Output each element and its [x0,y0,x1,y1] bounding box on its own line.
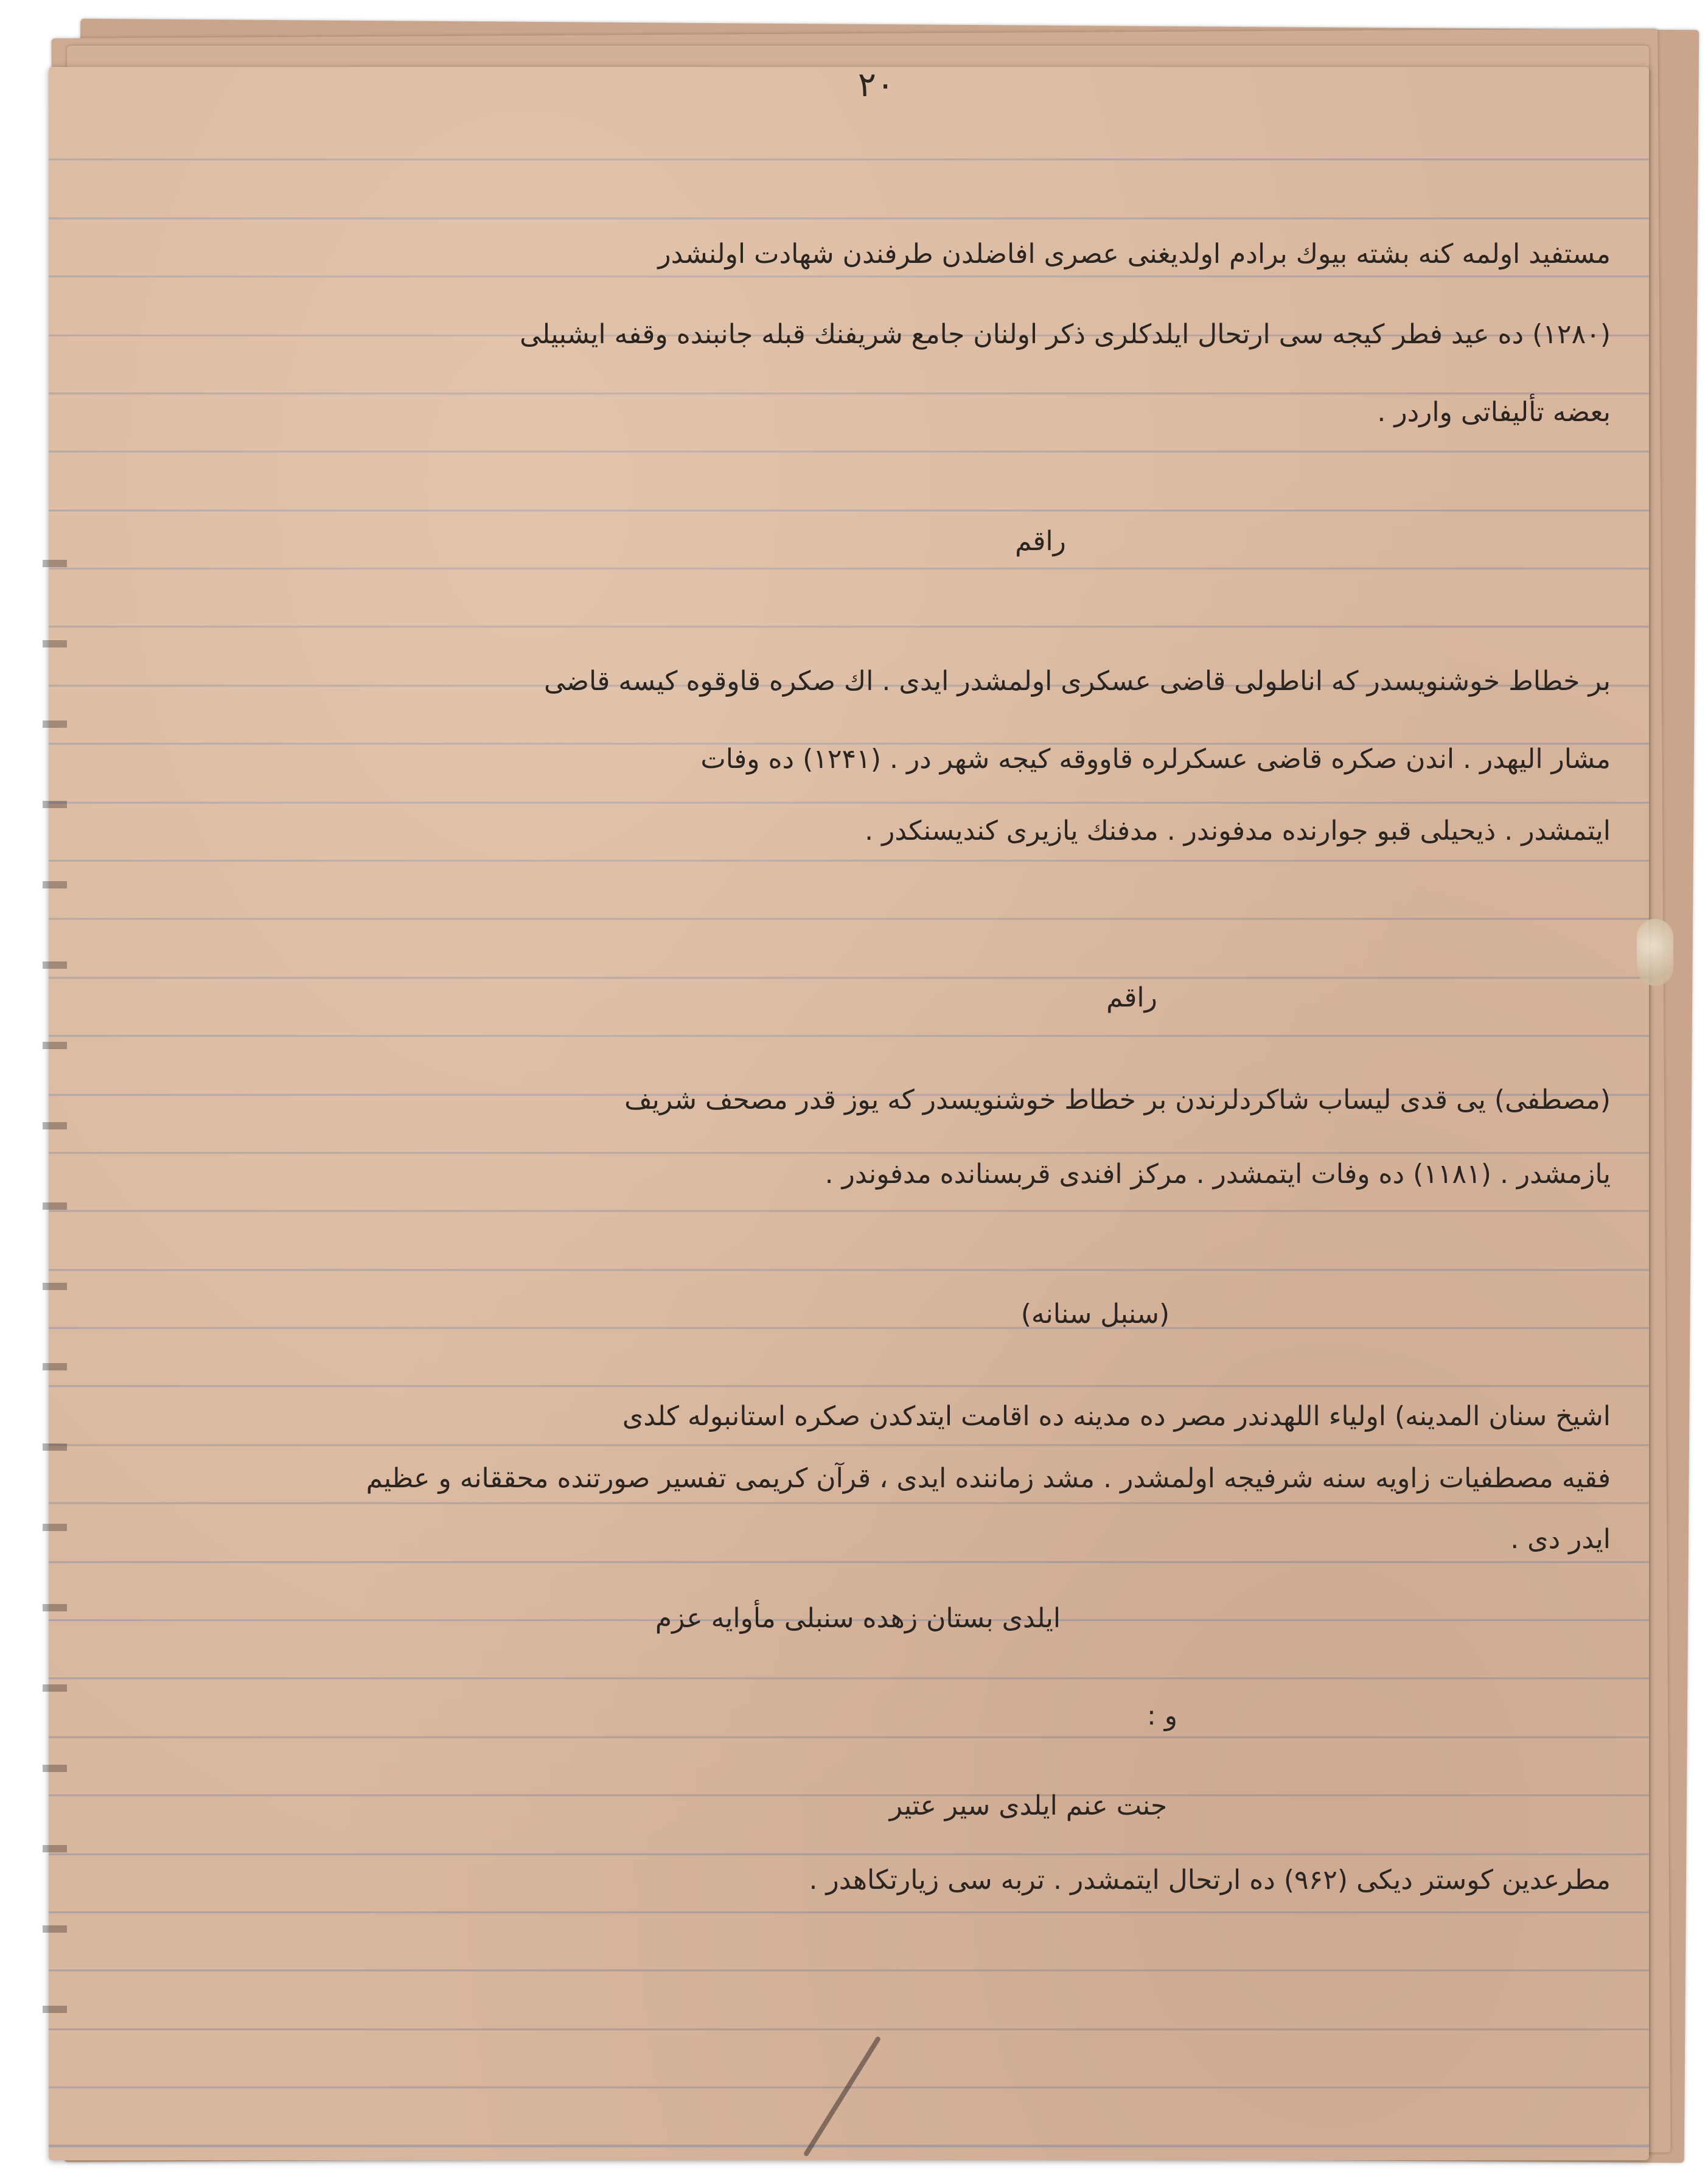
binding-string [1637,919,1673,986]
verse-line: ایلدی بستان زهده سنبلی مأوایه عزم [655,1603,1061,1634]
text-line: اشیخ سنان المدینه) اولیاء اللهدندر مصر ده مدینه ده اقامت ایتدکدن صکره استانبوله کلدی [622,1401,1611,1432]
verse-connector: و : [1146,1700,1178,1731]
text-line: ایدر دی . [1510,1524,1611,1555]
text-line: (۱۲۸۰) ده عید فطر کیجه سی ارتحال ایلدکلری ذکر اولنان جامع شریفنك قبله جانبنده وقفه ایشبیلی [520,319,1611,350]
text-line: فقیه مصطفیات زاویه سنه شرفیجه اولمشدر . مشد زماننده ایدی ، قرآن کریمی تفسیر صورتنده محققانه و عظیم [366,1463,1611,1494]
left-margin-ink-marks [43,487,67,2069]
text-line: مشار الیهدر . اندن صکره قاضی عسکرلره قاووقه کیجه شهر در . (۱۲۴۱) ده وفات [700,744,1611,775]
text-line: مطرعدین کوستر دیکی (۹۶۲) ده ارتحال ایتمشدر . تربه سی زیارتکاهدر . [809,1865,1611,1896]
text-line: مستفید اولمه کنه بشته بیوك برادم اولدیغنی عصری افاضلدن طرفندن شهادت اولنشدر [658,239,1611,270]
text-line: (مصطفی) یی قدی لیساب شاکردلرندن بر خطاط خوشنویسدر که یوز قدر مصحف شریف [624,1084,1611,1115]
text-line: بعضه تألیفاتی واردر . [1377,397,1611,428]
section-heading: راقم [1106,982,1157,1013]
section-heading: راقم [1015,526,1066,557]
text-line: یازمشدر . (۱۱۸۱) ده وفات ایتمشدر . مرکز افندی قربسنانده مدفوندر . [824,1159,1611,1190]
text-line: ایتمشدر . ذیحیلی قبو جوارنده مدفوندر . مدفنك یازیری کندیسنکدر . [865,815,1611,846]
text-line: بر خطاط خوشنویسدر که اناطولی قاضی عسکری اولمشدر ایدی . اك صکره قاوقوه کیسه قاضی [543,666,1611,697]
section-heading: (سنبل سنانه) [1020,1299,1170,1330]
page-number: ۲۰ [857,65,895,105]
verse-line: جنت عنم ایلدی سیر عتیر [889,1790,1168,1821]
